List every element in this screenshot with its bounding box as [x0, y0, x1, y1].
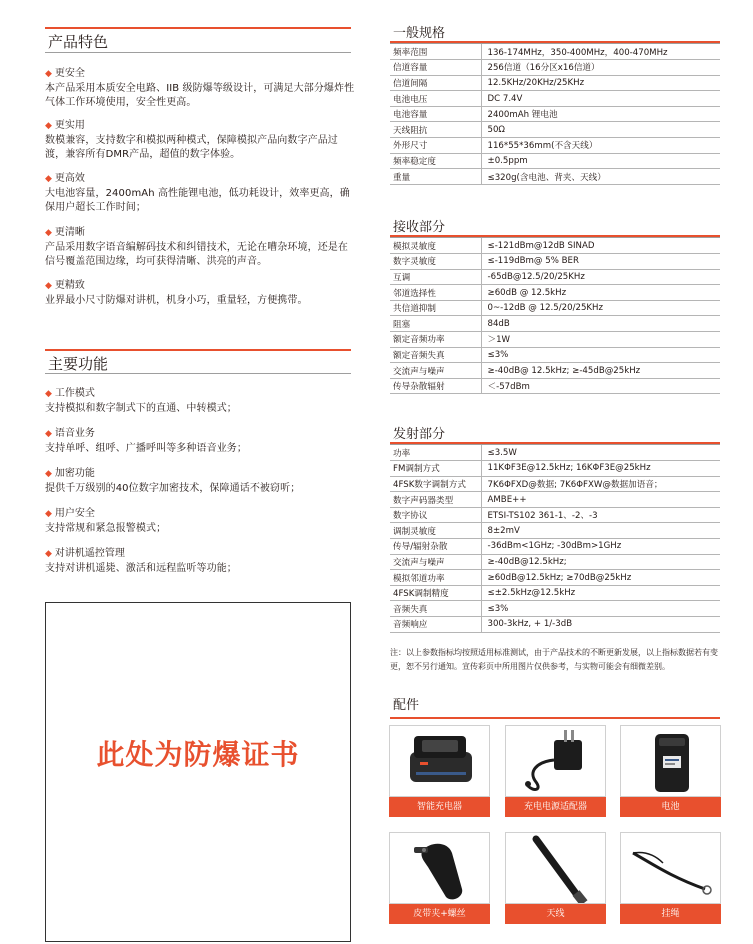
spec-value: ≥-40dB@ 12.5kHz; ≥-45dB@25kHz [481, 363, 720, 379]
accessory-card [389, 725, 490, 817]
spec-row [390, 44, 720, 60]
spec-value: ≤3% [481, 347, 720, 363]
spec-key: 传导/辐射杂散 [390, 539, 481, 555]
spec-value: ≥60dB@12.5kHz; ≥70dB@25kHz [481, 570, 720, 586]
spec-row [390, 269, 720, 285]
function-title: 对讲机遥控管理 [54, 548, 125, 559]
function-title: 用户安全 [54, 508, 95, 519]
accessory-card [505, 832, 606, 924]
function-body: 支持常规和紧急报警模式； [45, 522, 167, 534]
function-item [45, 387, 355, 416]
accessories-title: 配件 [393, 698, 420, 713]
function-body: 支持对讲机遥毙、激活和远程监听等功能； [45, 562, 237, 574]
spec-value: ≤3.5W [481, 445, 720, 461]
feature-item [45, 279, 355, 308]
spec-row [390, 106, 720, 122]
spec-key: 数字协议 [390, 507, 481, 523]
spec-value: ≥-40dB@12.5kHz; [481, 554, 720, 570]
spec-value: ＞1W [481, 332, 720, 348]
spec-key: 4FSK调制精度 [390, 585, 481, 601]
diamond-bullet-icon: ◆ [45, 509, 52, 519]
spec-row [390, 585, 720, 601]
spec-key: 交流声与噪声 [390, 363, 481, 379]
spec-value: ≤-119dBm@ 5% BER [481, 254, 720, 270]
spec-value: 8±2mV [481, 523, 720, 539]
spec-row [390, 316, 720, 332]
spec-key: 电池容量 [390, 106, 481, 122]
function-item [45, 507, 355, 536]
spec-row [390, 617, 720, 633]
spec-row [390, 492, 720, 508]
accessory-card [505, 725, 606, 817]
spec-value: ≤320g(含电池、背夹、天线） [481, 169, 720, 185]
spec-value: 12.5KHz/20KHz/25KHz [481, 75, 720, 91]
spec-row [390, 91, 720, 107]
spec-row [390, 461, 720, 477]
spec-row [390, 445, 720, 461]
function-body: 提供千万级别的40位数字加密技术，保障通话不被窃听； [45, 482, 301, 494]
spec-key: 邻道选择性 [390, 285, 481, 301]
spec-key: 信道容量 [390, 60, 481, 76]
diamond-bullet-icon: ◆ [45, 429, 52, 439]
belt-clip-icon [389, 832, 490, 904]
spec-key: 音频响应 [390, 617, 481, 633]
accent-rule [390, 717, 720, 719]
diamond-bullet-icon: ◆ [45, 121, 52, 131]
spec-key: 频率稳定度 [390, 153, 481, 169]
spec-row [390, 300, 720, 316]
diamond-bullet-icon: ◆ [45, 549, 52, 559]
feature-title: 更精致 [54, 280, 85, 291]
spec-key: 调制灵敏度 [390, 523, 481, 539]
functions-title: 主要功能 [48, 355, 109, 373]
function-body: 支持模拟和数字制式下的直通、中转模式； [45, 402, 237, 414]
spec-value: 136-174MHz，350-400MHz，400-470MHz [481, 44, 720, 60]
diamond-bullet-icon: ◆ [45, 174, 52, 184]
spec-row [390, 138, 720, 154]
spec-key: 额定音频失真 [390, 347, 481, 363]
spec-key: 交流声与噪声 [390, 554, 481, 570]
function-item [45, 427, 355, 456]
accessory-label: 挂绳 [620, 904, 721, 924]
power-adapter-icon [505, 725, 606, 797]
spec-value: 0~-12dB @ 12.5/20/25KHz [481, 300, 720, 316]
function-title: 工作模式 [54, 388, 95, 399]
spec-value: ETSI-TS102 361-1、-2、-3 [481, 507, 720, 523]
charger-icon [389, 725, 490, 797]
feature-title: 更安全 [54, 68, 85, 79]
spec-row [390, 285, 720, 301]
accessory-label: 皮带夹+螺丝 [389, 904, 490, 924]
spec-value: ±0.5ppm [481, 153, 720, 169]
lanyard-icon [620, 832, 721, 904]
accessory-label: 充电电源适配器 [505, 797, 606, 817]
spec-row [390, 378, 720, 394]
spec-value: 116*55*36mm(不含天线） [481, 138, 720, 154]
accessories-header [390, 697, 720, 718]
function-item [45, 547, 355, 576]
feature-body: 产品采用数字语音编解码技术和纠错技术，无论在嘈杂环境，还是在信号覆盖范围边缘，均可获得清晰、洪亮的声音。 [45, 241, 348, 267]
accent-rule [390, 235, 720, 237]
transmit-spec-header [390, 426, 720, 445]
spec-value: 7K6ΦFXD@数据; 7K6ΦFXW@数据加语音； [481, 476, 720, 492]
spec-row [390, 332, 720, 348]
spec-row [390, 254, 720, 270]
accent-rule [390, 442, 720, 444]
spec-key: 模拟灵敏度 [390, 238, 481, 254]
feature-item [45, 226, 355, 270]
spec-key: 功率 [390, 445, 481, 461]
spec-row [390, 554, 720, 570]
spec-note: 注：以上参数指标均按照适用标准测试，由于产品技术的不断更新发展，以上指标数据若有变更，恕不另行通知。宣传彩页中所用图片仅供参考，与实物可能会有细微差别。 [390, 648, 718, 671]
spec-row [390, 539, 720, 555]
spec-key: 音频失真 [390, 601, 481, 617]
function-title: 语音业务 [54, 428, 95, 439]
spec-row [390, 601, 720, 617]
receive-spec-table [390, 238, 720, 394]
spec-key: 互调 [390, 269, 481, 285]
spec-key: 模拟邻道功率 [390, 570, 481, 586]
battery-icon [620, 725, 721, 797]
diamond-bullet-icon: ◆ [45, 281, 52, 291]
feature-body: 本产品采用本质安全电路、IIB 级防爆等级设计，可满足大部分爆炸性气体工作环境使用，安全性更高。 [45, 82, 355, 108]
spec-value: -36dBm<1GHz; -30dBm>1GHz [481, 539, 720, 555]
spec-key: 数字灵敏度 [390, 254, 481, 270]
function-body: 支持单呼、组呼、广播呼叫等多种语音业务； [45, 442, 247, 454]
spec-key: 4FSK数字调制方式 [390, 476, 481, 492]
accessory-label: 智能充电器 [389, 797, 490, 817]
feature-title: 更实用 [54, 120, 85, 131]
antenna-icon [505, 832, 606, 904]
feature-body: 大电池容量，2400mAh 高性能锂电池，低功耗设计，效率更高，确保用户超长工作时间； [45, 187, 350, 213]
accessory-label: 电池 [620, 797, 721, 817]
function-item [45, 467, 355, 496]
spec-key: 电池电压 [390, 91, 481, 107]
spec-key: 阻塞 [390, 316, 481, 332]
transmit-spec-title: 发射部分 [393, 427, 446, 442]
spec-row [390, 60, 720, 76]
spec-row [390, 169, 720, 185]
spec-row [390, 507, 720, 523]
general-spec-title: 一般规格 [393, 26, 446, 41]
diamond-bullet-icon: ◆ [45, 469, 52, 479]
spec-value: 11KΦF3E@12.5kHz; 16KΦF3E@25kHz [481, 461, 720, 477]
spec-key: 数字声码器类型 [390, 492, 481, 508]
spec-key: 外形尺寸 [390, 138, 481, 154]
spec-row [390, 570, 720, 586]
certificate-placeholder [45, 602, 351, 942]
spec-key: 重量 [390, 169, 481, 185]
spec-value: 84dB [481, 316, 720, 332]
accent-rule [390, 41, 720, 43]
spec-value: 300-3kHz, + 1/-3dB [481, 617, 720, 633]
spec-value: ＜-57dBm [481, 378, 720, 394]
spec-row [390, 238, 720, 254]
spec-key: 天线阻抗 [390, 122, 481, 138]
spec-value: ≥60dB @ 12.5kHz [481, 285, 720, 301]
functions-header [45, 349, 351, 374]
transmit-spec-table [390, 445, 720, 633]
accessory-card [620, 832, 721, 924]
function-title: 加密功能 [54, 468, 95, 479]
diamond-bullet-icon: ◆ [45, 389, 52, 399]
spec-value: -65dB@12.5/20/25KHz [481, 269, 720, 285]
spec-key: FM调制方式 [390, 461, 481, 477]
spec-value: AMBE++ [481, 492, 720, 508]
feature-item [45, 67, 355, 111]
receive-spec-header [390, 219, 720, 238]
spec-key: 频率范围 [390, 44, 481, 60]
feature-title: 更清晰 [54, 227, 85, 238]
diamond-bullet-icon: ◆ [45, 69, 52, 79]
receive-spec-title: 接收部分 [393, 220, 446, 235]
feature-body: 业界最小尺寸防爆对讲机，机身小巧，重量轻，方便携带。 [45, 294, 308, 306]
spec-value: 50Ω [481, 122, 720, 138]
spec-row [390, 523, 720, 539]
accessory-label: 天线 [505, 904, 606, 924]
accessory-card [389, 832, 490, 924]
feature-item [45, 172, 355, 216]
certificate-text: 此处为防爆证书 [96, 738, 300, 771]
spec-row [390, 122, 720, 138]
spec-row [390, 347, 720, 363]
features-header [45, 27, 351, 53]
spec-row [390, 153, 720, 169]
spec-row [390, 363, 720, 379]
features-title: 产品特色 [48, 33, 109, 51]
feature-title: 更高效 [54, 173, 85, 184]
spec-row [390, 476, 720, 492]
spec-value: DC 7.4V [481, 91, 720, 107]
spec-value: 256信道（16分区x16信道） [481, 60, 720, 76]
spec-key: 共信道抑制 [390, 300, 481, 316]
spec-key: 信道间隔 [390, 75, 481, 91]
spec-key: 传导杂散辐射 [390, 378, 481, 394]
spec-value: ≤3% [481, 601, 720, 617]
spec-value: 2400mAh 锂电池 [481, 106, 720, 122]
feature-item [45, 119, 355, 163]
spec-value: ≤-121dBm@12dB SINAD [481, 238, 720, 254]
spec-value: ≤±2.5kHz@12.5kHz [481, 585, 720, 601]
feature-body: 数模兼容，支持数字和模拟两种模式，保障模拟产品向数字产品过渡，兼容所有DMR产品，超值的数字体验。 [45, 134, 338, 160]
general-spec-table [390, 44, 720, 185]
accessory-card [620, 725, 721, 817]
diamond-bullet-icon: ◆ [45, 228, 52, 238]
spec-row [390, 75, 720, 91]
spec-key: 额定音频功率 [390, 332, 481, 348]
general-spec-header [390, 25, 720, 44]
